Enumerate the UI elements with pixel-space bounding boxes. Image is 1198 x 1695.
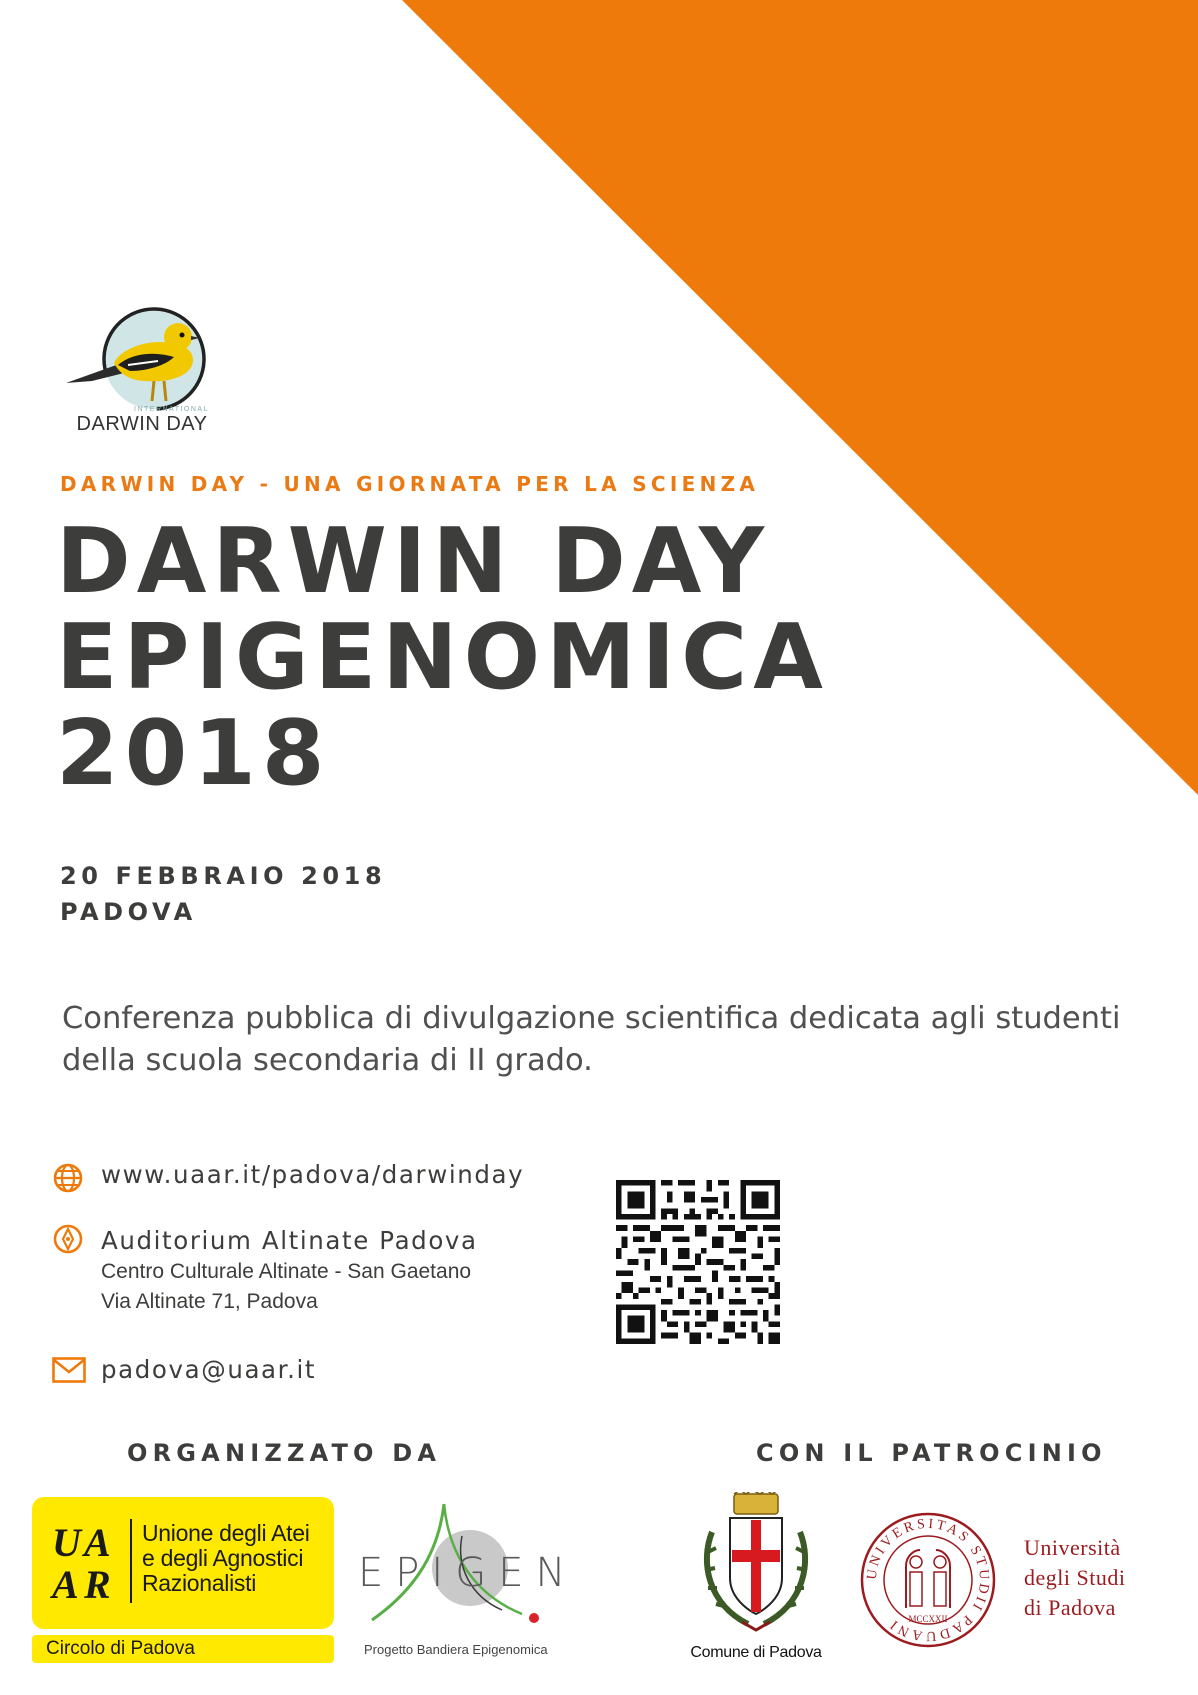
uaar-circolo-text: Circolo di Padova [46,1638,195,1659]
darwin-logo-text: DARWIN DAY [76,413,208,435]
organizers-heading: ORGANIZZATO DA [127,1439,442,1467]
university-name-line-1: Università [1024,1535,1121,1560]
patronage-heading: CON IL PATROCINIO [756,1439,1107,1467]
title-line-1: DARWIN DAY [56,509,770,614]
website-link[interactable]: www.uaar.it/padova/darwinday [101,1160,525,1189]
event-date-place [60,858,386,930]
bird-icon [62,305,222,417]
venue-line-1: Centro Culturale Altinate - San Gaetano [101,1260,472,1283]
location-pin-icon [52,1223,84,1255]
envelope-icon [52,1357,86,1383]
uaar-letter-u: U [52,1520,81,1565]
uaar-letter-a2: A [52,1562,79,1607]
seal-ring-text: UNIVERSITAS STUDII PADUANI [864,1516,992,1644]
event-city: PADOVA [60,898,197,926]
darwin-day-logo [62,305,222,440]
event-title [56,509,829,806]
title-line-3: 2018 [56,701,331,806]
uaar-divider [130,1519,132,1603]
epigen-word: EPIGEN [358,1550,578,1596]
comune-caption: Comune di Padova [690,1644,822,1661]
uaar-letter-r: R [84,1562,111,1607]
email-link[interactable]: padova@uaar.it [101,1355,317,1384]
uaar-name-line-3: Razionalisti [142,1570,257,1596]
event-description: Conferenza pubblica di divulgazione scientifica dedicata agli studenti della scuola secondaria di II grado. [62,1001,1121,1078]
comune-padova-crest [690,1492,822,1664]
globe-icon [52,1162,84,1194]
uaar-name-line-2: e degli Agnostici [142,1545,304,1571]
university-name-line-2: degli Studi [1024,1565,1126,1590]
qr-code-icon[interactable] [616,1180,780,1344]
uaar-letter-a1: A [84,1520,111,1565]
kicker-text: DARWIN DAY - UNA GIORNATA PER LA SCIENZA [60,472,760,496]
epigen-tagline: Progetto Bandiera Epigenomica [364,1642,548,1657]
title-line-2: EPIGENOMICA [56,605,829,710]
darwin-logo-small-text: INTERNATIONAL [134,406,209,413]
uaar-logo [32,1497,334,1663]
uaar-name [142,1521,310,1596]
university-seal-icon [860,1512,996,1648]
event-date: 20 FEBBRAIO 2018 [60,862,387,890]
university-name-line-3: di Padova [1024,1595,1116,1620]
uaar-name-line-1: Unione degli Atei [142,1520,310,1546]
university-name [1024,1533,1125,1623]
epigen-logo [352,1496,578,1666]
crest-icon [690,1492,822,1642]
seal-year: MCCXXII [908,1614,948,1624]
venue-line-2: Via Altinate 71, Padova [101,1290,318,1313]
venue-name: Auditorium Altinate Padova [101,1226,478,1255]
